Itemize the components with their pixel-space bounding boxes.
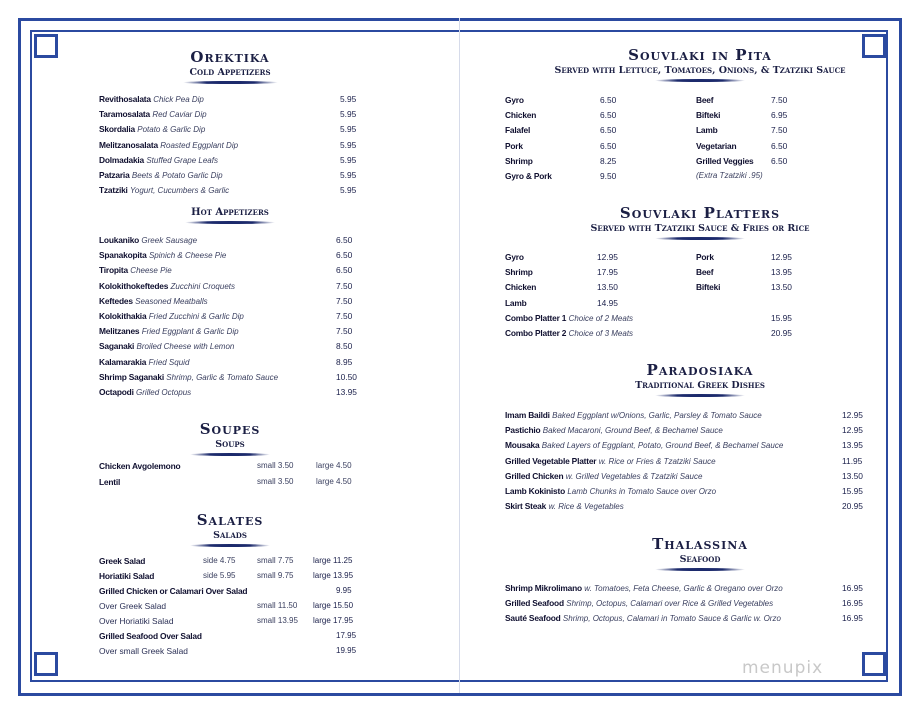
item-name: Lentil <box>99 476 121 487</box>
item-description: Shrimp, Octopus, Calamari in Tomato Sauce & Garlic w. Orzo <box>562 614 781 624</box>
menu-item <box>99 340 234 353</box>
orektika-header <box>140 48 320 84</box>
item-price: 6.50 <box>600 95 617 105</box>
item-price: 12.95 <box>771 252 792 262</box>
menupix-watermark: menupix <box>742 658 824 678</box>
small-price: small 7.75 <box>257 556 294 565</box>
menu-item <box>99 310 244 323</box>
item-description: Red Caviar Dip <box>152 110 207 120</box>
item-price: 16.95 <box>842 598 863 609</box>
item-description: Lamb Chunks in Tomato Sauce over Orzo <box>567 487 717 496</box>
section-subtitle: Hot Appetizers <box>191 207 269 218</box>
menu-item <box>99 386 191 399</box>
item-description: w. Rice or Fries & Tzatziki Sauce <box>598 456 716 466</box>
extra-tzatziki-note: (Extra Tzatziki .95) <box>696 171 763 180</box>
item-price: 9.50 <box>600 171 617 181</box>
menu-item <box>505 470 702 483</box>
menu-item <box>505 327 633 340</box>
item-name: Gyro & Pork <box>505 171 552 181</box>
menu-item <box>99 139 238 152</box>
large-price: large 4.50 <box>316 461 352 470</box>
item-name: Grilled Vegetable Platter <box>505 455 597 466</box>
item-name: Shrimp <box>505 267 533 278</box>
item-description: Greek Sausage <box>141 236 198 245</box>
item-name: Chicken Avgolemono <box>99 461 181 471</box>
item-price: 16.95 <box>842 583 863 593</box>
menu-item <box>99 264 172 277</box>
item-price: 6.50 <box>600 110 617 121</box>
item-name: Imam Baildi <box>505 410 550 420</box>
swash-divider <box>655 394 745 397</box>
item-price: 7.50 <box>336 326 353 337</box>
item-price: 10.50 <box>336 371 357 382</box>
item-name: Tiropita <box>99 265 128 276</box>
thalassina-header <box>500 535 900 571</box>
item-name: Revithosalata <box>99 94 151 104</box>
menu-item <box>99 108 207 121</box>
item-price: 8.95 <box>336 356 353 367</box>
side-price: side 5.95 <box>203 571 236 580</box>
item-name: Grilled Chicken <box>505 470 564 481</box>
small-price: small 3.50 <box>257 461 294 470</box>
item-name: Pastichio <box>505 425 541 436</box>
item-name: Beef <box>696 267 714 278</box>
item-name: Combo Platter 1 <box>505 313 567 323</box>
item-name: Shrimp Saganaki <box>99 371 164 382</box>
menu-item <box>99 234 197 247</box>
item-name: Lamb <box>696 125 718 136</box>
item-price: 6.50 <box>600 140 617 151</box>
item-price: 7.50 <box>336 280 353 291</box>
item-price: 5.95 <box>340 124 357 135</box>
menu-item <box>505 485 716 498</box>
swash-divider <box>655 237 745 240</box>
item-name: Lamb Kokinisto <box>505 486 566 496</box>
item-price: 5.95 <box>340 185 357 196</box>
section-title: Thalassina <box>652 535 748 553</box>
item-price: 20.95 <box>771 328 792 339</box>
item-name: Kalamarakia <box>99 356 147 367</box>
menu-item <box>99 295 208 308</box>
greek-key-corner <box>862 652 886 676</box>
item-description: Choice of 2 Meats <box>568 314 634 323</box>
item-price: 15.95 <box>842 486 863 496</box>
item-name: Skirt Steak <box>505 501 547 512</box>
item-price: 12.95 <box>842 410 863 420</box>
item-description: Cheese Pie <box>130 266 172 276</box>
section-title: Souvlaki in Pita <box>628 46 772 64</box>
large-price: large 11.25 <box>313 556 353 565</box>
item-price: 8.50 <box>336 341 353 352</box>
menu-item <box>99 356 189 369</box>
item-name: Shrimp <box>505 155 533 166</box>
swash-divider <box>655 568 745 571</box>
item-price: 5.95 <box>340 170 357 180</box>
item-name: Taramosalata <box>99 109 150 120</box>
small-price: small 11.50 <box>257 601 298 610</box>
item-description: w. Tomatoes, Feta Cheese, Garlic & Oregano over Orzo <box>584 584 783 593</box>
item-name: Horiatiki Salad <box>99 571 155 581</box>
item-description: Choice of 3 Meats <box>568 329 634 339</box>
item-price: 6.95 <box>771 110 788 121</box>
souvlaki-pita-header <box>500 46 900 82</box>
item-price: 13.95 <box>842 440 863 451</box>
soupes-header <box>140 420 320 456</box>
menu-item <box>99 371 278 384</box>
menu-item <box>505 500 624 513</box>
item-name: Skordalia <box>99 124 135 135</box>
small-price: small 9.75 <box>257 571 294 580</box>
section-title: Soupes <box>199 420 261 438</box>
swash-divider <box>190 544 270 547</box>
item-name: Mousaka <box>505 440 540 451</box>
item-price: 7.50 <box>771 125 788 136</box>
item-description: Chick Pea Dip <box>153 95 204 104</box>
item-name: Spanakopita <box>99 250 147 261</box>
item-name: Melitzanosalata <box>99 139 158 150</box>
item-name: Greek Salad <box>99 556 146 566</box>
item-name: Falafel <box>505 125 531 136</box>
item-price: 7.50 <box>771 95 788 105</box>
item-description: Fried Squid <box>148 357 190 367</box>
item-price: 20.95 <box>842 501 863 512</box>
item-name: Over Horiatiki Salad <box>99 616 174 626</box>
item-price: 7.50 <box>336 295 353 306</box>
item-description: Shrimp, Garlic & Tomato Sauce <box>166 372 279 382</box>
souvlaki-platters-header <box>500 204 900 240</box>
item-name: Dolmadakia <box>99 154 145 165</box>
section-subtitle: Salads <box>213 530 247 541</box>
section-subtitle: Traditional Greek Dishes <box>635 380 765 391</box>
item-name: Over small Greek Salad <box>99 646 188 656</box>
item-price: 7.50 <box>336 311 353 321</box>
item-name: Lamb <box>505 297 527 308</box>
item-price: 5.95 <box>340 109 357 120</box>
item-price: 16.95 <box>842 613 863 624</box>
item-price: 17.95 <box>597 267 618 278</box>
item-description: Spinich & Cheese Pie <box>148 251 227 261</box>
item-name: Sauté Seafood <box>505 613 561 624</box>
item-name: Melitzanes <box>99 326 140 337</box>
item-price: 13.50 <box>771 282 792 293</box>
item-name: Pork <box>505 140 523 151</box>
item-description: Fried Eggplant & Garlic Dip <box>141 327 239 337</box>
greek-key-corner <box>34 652 58 676</box>
page-fold <box>459 18 460 693</box>
item-name: Keftedes <box>99 295 133 306</box>
item-description: Stuffed Grape Leafs <box>146 155 218 165</box>
large-price: 9.95 <box>336 586 352 595</box>
item-name: Kolokithokeftedes <box>99 280 169 291</box>
greek-key-corner <box>34 34 58 58</box>
item-price: 11.95 <box>842 455 863 466</box>
large-price: 17.95 <box>336 631 357 640</box>
menu-item <box>99 93 204 106</box>
large-price: 19.95 <box>336 646 357 655</box>
section-title: Salates <box>196 511 264 529</box>
item-price: 6.50 <box>600 125 617 136</box>
item-name: Grilled Seafood <box>505 598 564 609</box>
item-name: Octapodi <box>99 387 134 397</box>
section-title: Paradosiaka <box>646 361 754 379</box>
item-name: Combo Platter 2 <box>505 328 567 339</box>
item-description: Shrimp, Octopus, Calamari over Rice & Grilled Vegetables <box>566 599 774 609</box>
item-name: Chicken <box>505 110 537 121</box>
menu-item <box>99 249 226 262</box>
item-description: Yogurt, Cucumbers & Garlic <box>129 186 230 196</box>
menu-item <box>505 612 781 625</box>
item-name: Loukaniko <box>99 235 140 245</box>
salates-header <box>140 511 320 547</box>
section-subtitle: Cold Appetizers <box>189 67 271 78</box>
item-name: Grilled Chicken or Calamari Over Salad <box>99 586 248 596</box>
item-description: Fried Zucchini & Garlic Dip <box>148 312 244 321</box>
item-price: 14.95 <box>597 297 618 308</box>
item-price: 15.95 <box>771 313 792 323</box>
large-price: large 13.95 <box>313 571 354 580</box>
item-name: Pork <box>696 252 714 262</box>
item-description: w. Rice & Vegetables <box>548 502 624 512</box>
item-name: Gyro <box>505 252 524 262</box>
item-price: 6.50 <box>771 155 788 166</box>
section-title: Orektika <box>190 48 270 66</box>
item-price: 6.50 <box>336 250 353 261</box>
section-title: Souvlaki Platters <box>619 204 781 222</box>
menu-item <box>505 439 783 452</box>
item-description: Grilled Octopus <box>136 388 192 397</box>
item-description: Zucchini Croquets <box>170 281 236 291</box>
menu-item <box>99 154 218 167</box>
item-description: w. Grilled Vegetables & Tzatziki Sauce <box>565 471 703 481</box>
item-name: Bifteki <box>696 282 721 293</box>
large-price: large 17.95 <box>313 616 354 625</box>
item-name: Gyro <box>505 95 524 105</box>
item-price: 13.50 <box>842 470 863 481</box>
menu-item <box>99 123 205 136</box>
item-price: 6.50 <box>336 265 353 276</box>
item-name: Over Greek Salad <box>99 601 167 611</box>
item-price: 13.50 <box>597 282 618 293</box>
item-price: 5.95 <box>340 139 357 150</box>
swash-divider <box>185 221 275 224</box>
large-price: large 4.50 <box>316 476 352 486</box>
menu-item <box>505 455 716 468</box>
menu-item <box>99 280 235 293</box>
item-description: Baked Macaroni, Ground Beef, & Bechamel Sauce <box>542 426 723 436</box>
item-name: Grilled Veggies <box>696 155 754 166</box>
paradosiaka-header <box>500 361 900 397</box>
item-name: Bifteki <box>696 110 721 121</box>
item-price: 5.95 <box>340 94 357 104</box>
swash-divider <box>655 79 745 82</box>
item-name: Shrimp Mikrolimano <box>505 583 582 593</box>
swash-divider <box>183 81 278 84</box>
swash-divider <box>190 453 270 456</box>
menu-item <box>505 409 762 422</box>
menu-item <box>505 582 783 595</box>
menu-item <box>99 184 229 197</box>
item-name: Chicken <box>505 282 537 293</box>
item-name: Kolokithakia <box>99 311 147 321</box>
item-price: 8.25 <box>600 155 617 166</box>
menu-item <box>99 169 223 182</box>
menu-item <box>505 312 633 325</box>
large-price: large 15.50 <box>313 601 354 610</box>
item-price: 5.95 <box>340 154 357 165</box>
side-price: side 4.75 <box>203 556 236 565</box>
item-price: 12.95 <box>597 252 618 262</box>
item-price: 6.50 <box>771 140 788 151</box>
item-name: Tzatziki <box>99 185 128 196</box>
item-description: Baked Layers of Eggplant, Potato, Ground Beef, & Bechamel Sauce <box>541 441 784 451</box>
hot-appetizers-header <box>140 206 320 224</box>
menu-item <box>505 424 723 437</box>
small-price: small 13.95 <box>257 616 298 625</box>
item-price: 13.95 <box>771 267 792 278</box>
section-subtitle: Seafood <box>679 554 721 565</box>
item-name: Saganaki <box>99 341 135 352</box>
item-price: 6.50 <box>336 235 353 245</box>
item-name: Grilled Seafood Over Salad <box>99 631 202 641</box>
menu-item <box>99 325 239 338</box>
item-name: Vegetarian <box>696 140 737 151</box>
item-description: Seasoned Meatballs <box>135 296 208 306</box>
menu-item <box>505 597 773 610</box>
item-name: Beef <box>696 95 714 105</box>
small-price: small 3.50 <box>257 476 294 486</box>
item-description: Potato & Garlic Dip <box>137 125 206 135</box>
item-price: 12.95 <box>842 425 863 436</box>
item-name: Patzaria <box>99 170 130 180</box>
item-description: Roasted Eggplant Dip <box>160 140 239 150</box>
item-description: Broiled Cheese with Lemon <box>136 342 235 352</box>
item-price: 13.95 <box>336 387 357 397</box>
section-subtitle: Served with Lettuce, Tomatoes, Onions, & Tzatziki Sauce <box>554 65 846 76</box>
item-description: Baked Eggplant w/Onions, Garlic, Parsley & Tomato Sauce <box>552 411 762 420</box>
item-description: Beets & Potato Garlic Dip <box>131 171 223 180</box>
section-subtitle: Served with Tzatziki Sauce & Fries or Rice <box>590 223 810 234</box>
section-subtitle: Soups <box>215 439 245 450</box>
